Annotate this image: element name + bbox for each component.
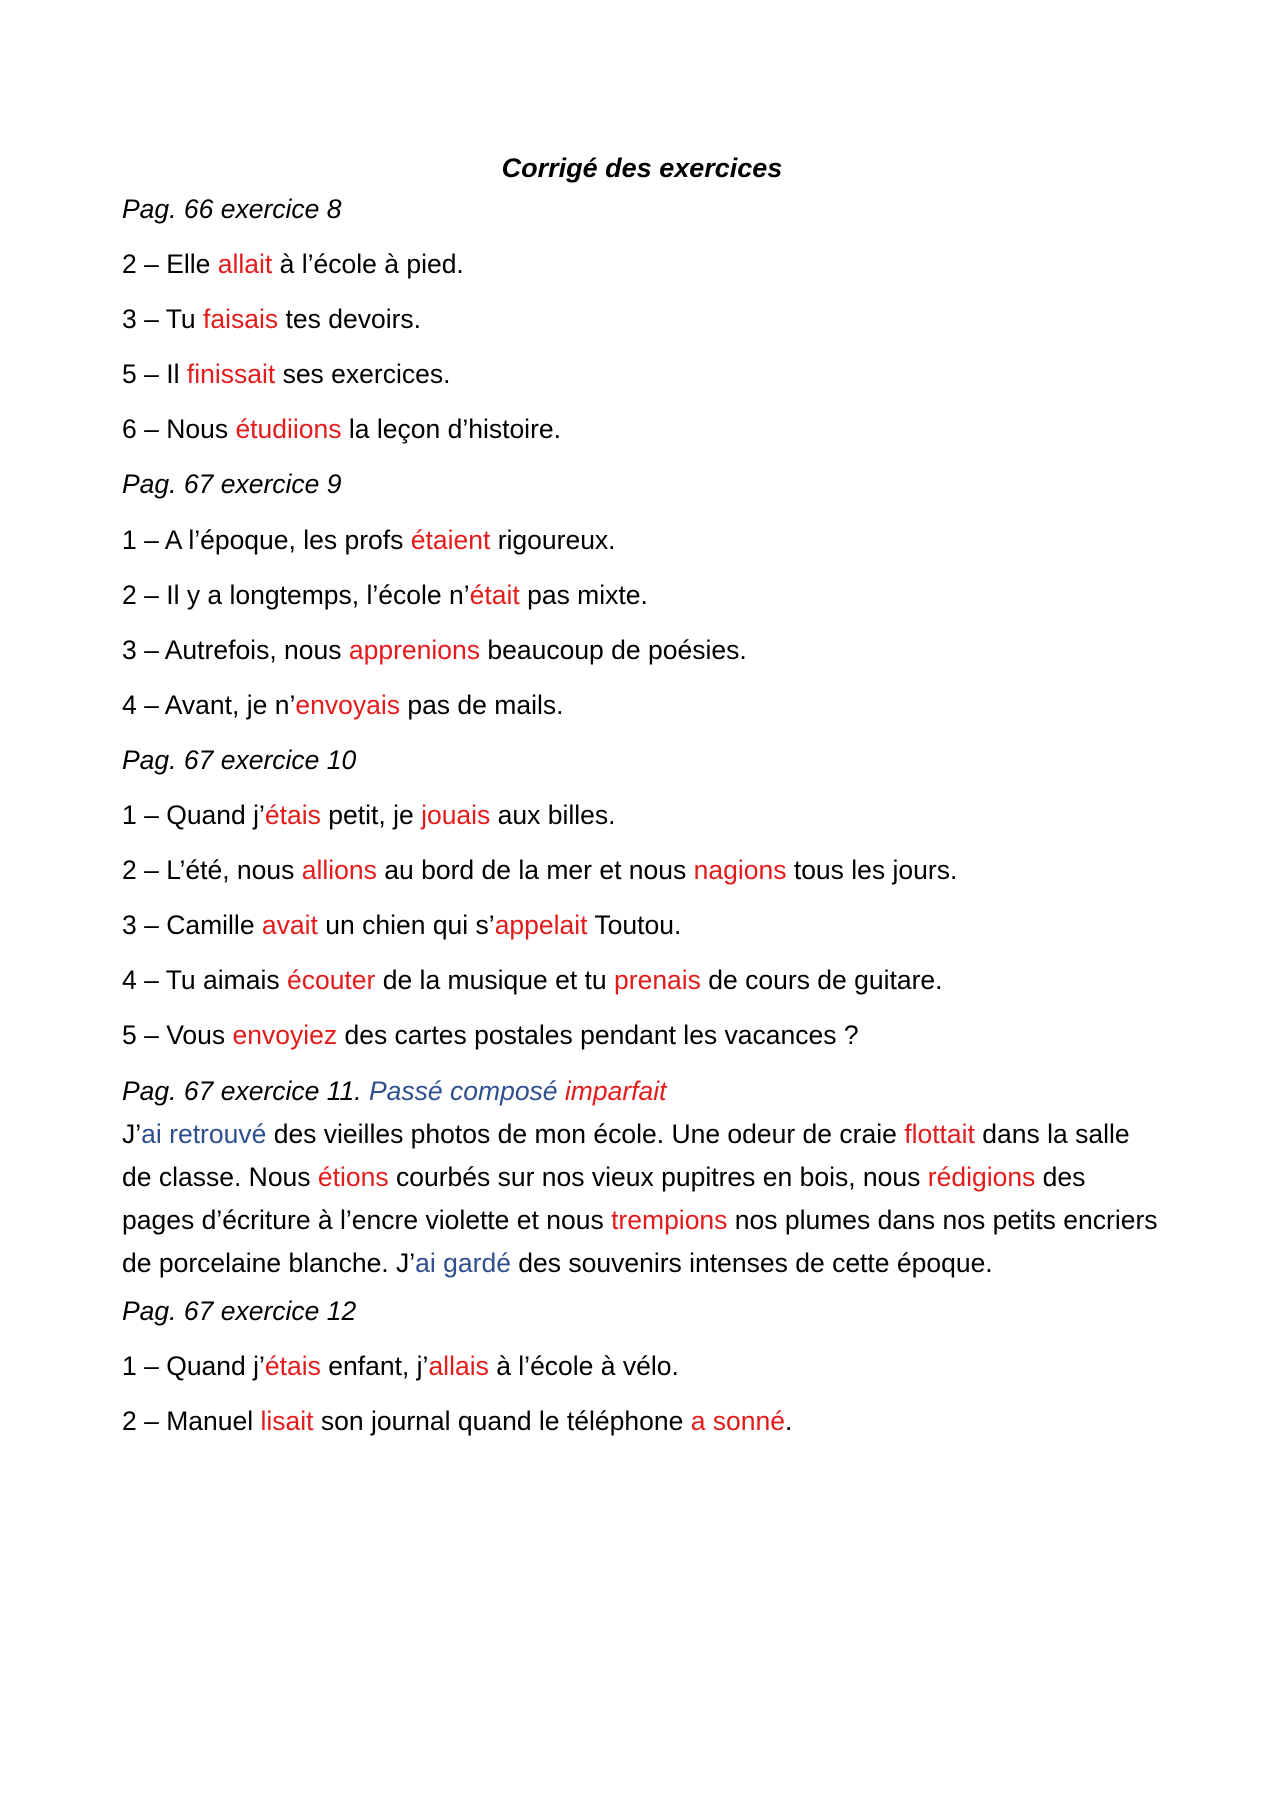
document-page bbox=[122, 0, 1162, 1811]
imparfait-verb: rédigions bbox=[927, 1162, 1036, 1192]
exercise-10-line-2: 2 – L’été, nous allions au bord de la mer et nous nagions tous les jours. bbox=[122, 855, 958, 885]
passe-compose-verb: ai retrouvé bbox=[141, 1119, 267, 1149]
verb-answer: appelait bbox=[494, 910, 588, 940]
exercise-10-line-5: 5 – Vous envoyiez des cartes postales pendant les vacances ? bbox=[122, 1020, 859, 1050]
verb-answer: prenais bbox=[614, 965, 701, 995]
exercise-8-line-2: 2 – Elle allait à l’école à pied. bbox=[122, 249, 464, 279]
exercise-8-line-3: 3 – Tu faisais tes devoirs. bbox=[122, 304, 422, 334]
exercise-11-paragraph: J’ai retrouvé des vieilles photos de mon école. Une odeur de craie flottait dans la salle de classe. Nous étions courbés sur nos vieux pupitres en bois, nous rédigions des pages d’écriture à l’encre violette et nous trempions nos plumes dans nos petits encriers de porcelaine blanche. J’ai gardé des souvenirs intenses de cette époque. bbox=[122, 1119, 1158, 1278]
verb-answer: allions bbox=[301, 855, 377, 885]
exercise-12-line-1: 1 – Quand j’étais enfant, j’allais à l’école à vélo. bbox=[122, 1351, 679, 1381]
verb-answer: envoyiez bbox=[232, 1020, 338, 1050]
exercise-9-line-4: 4 – Avant, je n’envoyais pas de mails. bbox=[122, 690, 564, 720]
verb-answer: a sonné bbox=[690, 1406, 785, 1436]
verb-answer: était bbox=[469, 580, 520, 610]
verb-answer: étudiions bbox=[235, 414, 342, 444]
exercise-8-line-5: 5 – Il finissait ses exercices. bbox=[122, 359, 451, 389]
exercise-12-line-2: 2 – Manuel lisait son journal quand le téléphone a sonné. bbox=[122, 1406, 793, 1436]
imparfait-verb: étions bbox=[317, 1162, 389, 1192]
document-title: Corrigé des exercices bbox=[501, 153, 783, 183]
verb-answer: étais bbox=[264, 800, 321, 830]
exercise-11-heading: Pag. 67 exercice 11. Passé composé imparfait bbox=[122, 1076, 667, 1106]
verb-answer: lisait bbox=[260, 1406, 314, 1436]
verb-answer: jouais bbox=[421, 800, 491, 830]
legend-passe-compose: Passé composé bbox=[369, 1076, 558, 1106]
exercise-12-heading: Pag. 67 exercice 12 bbox=[122, 1296, 357, 1326]
exercise-10-line-4: 4 – Tu aimais écouter de la musique et tu prenais de cours de guitare. bbox=[122, 965, 943, 995]
verb-answer: étaient bbox=[410, 525, 491, 555]
exercise-10-heading: Pag. 67 exercice 10 bbox=[122, 745, 357, 775]
verb-answer: allais bbox=[428, 1351, 489, 1381]
legend-imparfait: imparfait bbox=[564, 1076, 667, 1106]
imparfait-verb: flottait bbox=[904, 1119, 975, 1149]
imparfait-verb: trempions bbox=[611, 1205, 728, 1235]
exercise-8-line-6: 6 – Nous étudiions la leçon d’histoire. bbox=[122, 414, 561, 444]
exercise-9-heading: Pag. 67 exercice 9 bbox=[122, 469, 342, 499]
passe-compose-verb: ai gardé bbox=[415, 1248, 511, 1278]
verb-answer: écouter bbox=[286, 965, 376, 995]
exercise-10-line-1: 1 – Quand j’étais petit, je jouais aux billes. bbox=[122, 800, 616, 830]
verb-answer: allait bbox=[217, 249, 273, 279]
verb-answer: étais bbox=[264, 1351, 321, 1381]
verb-answer: envoyais bbox=[295, 690, 400, 720]
exercise-10-line-3: 3 – Camille avait un chien qui s’appelait Toutou. bbox=[122, 910, 682, 940]
verb-answer: apprenions bbox=[348, 635, 481, 665]
verb-answer: avait bbox=[261, 910, 318, 940]
exercise-9-line-3: 3 – Autrefois, nous apprenions beaucoup de poésies. bbox=[122, 635, 747, 665]
exercise-9-line-1: 1 – A l’époque, les profs étaient rigoureux. bbox=[122, 525, 616, 555]
exercise-9-line-2: 2 – Il y a longtemps, l’école n’était pas mixte. bbox=[122, 580, 648, 610]
verb-answer: finissait bbox=[186, 359, 276, 389]
verb-answer: faisais bbox=[203, 304, 279, 334]
verb-answer: nagions bbox=[693, 855, 787, 885]
exercise-8-heading: Pag. 66 exercice 8 bbox=[122, 194, 342, 224]
